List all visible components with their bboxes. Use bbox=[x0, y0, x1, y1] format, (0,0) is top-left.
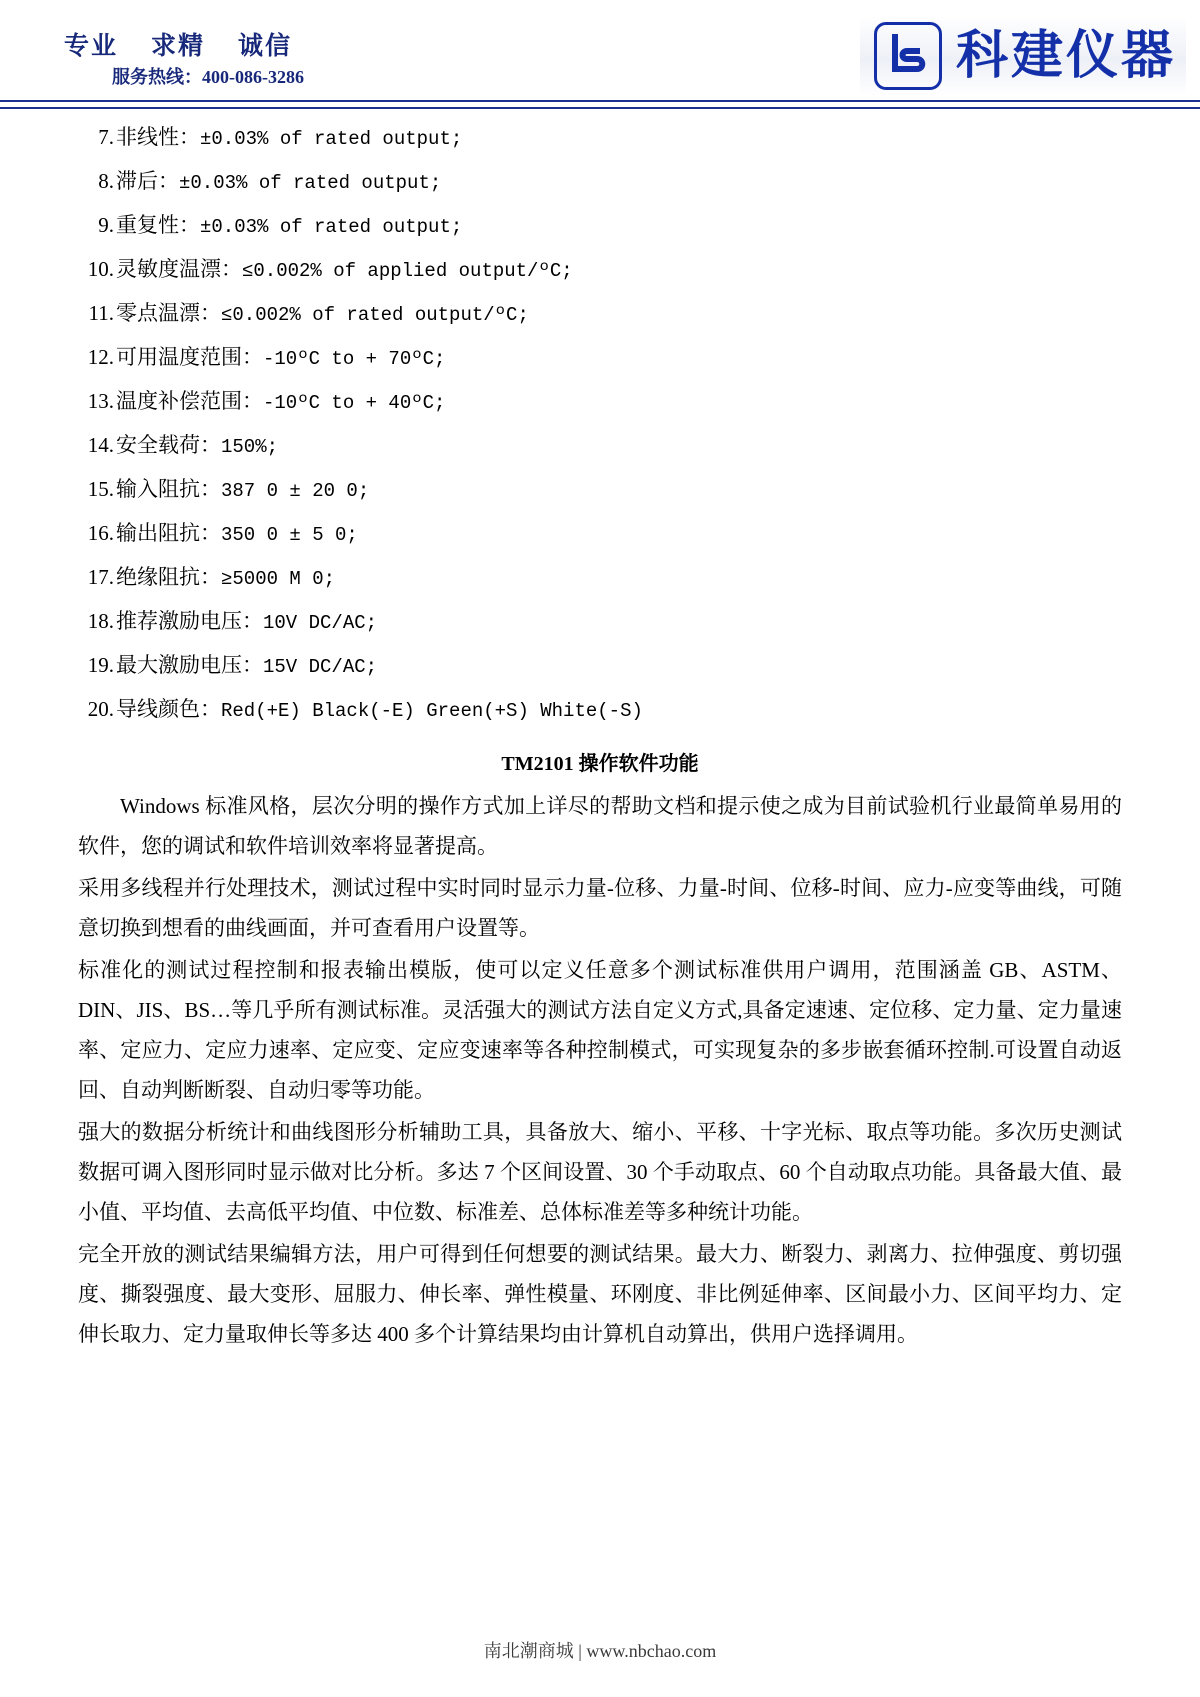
company-logo bbox=[860, 16, 1186, 96]
specification-list bbox=[78, 116, 1122, 732]
spec-label: 安全载荷： bbox=[116, 433, 221, 457]
spec-item bbox=[78, 512, 1122, 556]
spec-value: Red(+E) Black(-E) Green(+S) White(-S) bbox=[221, 700, 643, 722]
slogan-text: 专业 求精 诚信 bbox=[64, 33, 293, 60]
spec-label: 零点温漂： bbox=[116, 301, 221, 325]
page-footer: 南北潮商城 | www.nbchao.com bbox=[483, 1641, 717, 1661]
spec-value: ≤0.002% of applied output/ºC; bbox=[242, 260, 573, 282]
spec-value: 15V DC/AC; bbox=[263, 656, 378, 678]
document-content bbox=[0, 100, 1200, 1354]
spec-label: 输入阻抗： bbox=[116, 477, 221, 501]
spec-number: 10. bbox=[87, 257, 114, 281]
spec-item bbox=[78, 204, 1122, 248]
service-hotline: 服务热线：400-086-3286 bbox=[112, 67, 304, 87]
spec-number: 11. bbox=[88, 301, 114, 325]
spec-value: ±0.03% of rated output; bbox=[200, 216, 463, 238]
spec-value: ≤0.002% of rated output/ºC; bbox=[221, 304, 529, 326]
spec-value: -10ºC to + 40ºC; bbox=[263, 392, 446, 414]
spec-number: 19. bbox=[87, 653, 114, 677]
section-heading: TM2101 操作软件功能 bbox=[501, 753, 699, 775]
spec-number: 7. bbox=[98, 125, 114, 149]
spec-item bbox=[78, 556, 1122, 600]
spec-item bbox=[78, 688, 1122, 732]
spec-item bbox=[78, 336, 1122, 380]
spec-item bbox=[78, 600, 1122, 644]
spec-label: 最大激励电压： bbox=[116, 653, 263, 677]
spec-label: 滞后： bbox=[116, 169, 179, 193]
spec-value: 150%; bbox=[221, 436, 279, 458]
spec-item bbox=[78, 248, 1122, 292]
spec-number: 16. bbox=[87, 521, 114, 545]
spec-item bbox=[78, 292, 1122, 336]
spec-label: 输出阻抗： bbox=[116, 521, 221, 545]
spec-label: 灵敏度温漂： bbox=[116, 257, 242, 281]
spec-number: 18. bbox=[87, 609, 114, 633]
spec-value: ≥5000 M 0; bbox=[221, 568, 336, 590]
spec-number: 13. bbox=[87, 389, 114, 413]
spec-number: 12. bbox=[87, 345, 114, 369]
company-slogan-block bbox=[64, 34, 484, 86]
spec-number: 20. bbox=[87, 697, 114, 721]
spec-value: ±0.03% of rated output; bbox=[200, 128, 463, 150]
spec-item bbox=[78, 468, 1122, 512]
ls-monogram-icon bbox=[874, 22, 942, 90]
body-paragraph: 强大的数据分析统计和曲线图形分析辅助工具，具备放大、缩小、平移、十字光标、取点等功能。多次历史测试数据可调入图形同时显示做对比分析。多达 7 个区间设置、30 个手动取点、60 个自动取点功能。具备最大值、最小值、平均值、去高低平均值、中位数、标准差、总体标准差等多种统计功能。 bbox=[78, 1120, 1122, 1224]
spec-label: 重复性： bbox=[116, 213, 200, 237]
spec-number: 8. bbox=[98, 169, 114, 193]
spec-number: 15. bbox=[87, 477, 114, 501]
spec-item bbox=[78, 644, 1122, 688]
body-paragraph: 标准化的测试过程控制和报表输出模版，使可以定义任意多个测试标准供用户调用，范围涵盖 GB、ASTM、DIN、JIS、BS…等几乎所有测试标准。灵活强大的测试方法自定义方式,具备定速速、定位移、定力量、定力量速率、定应力、定应力速率、定应变、定应变速率等各种控制模式，可实现复杂的多步嵌套循环控制.可设置自动返回、自动判断断裂、自动归零等功能。 bbox=[78, 958, 1122, 1102]
spec-label: 绝缘阻抗： bbox=[116, 565, 221, 589]
spec-value: 350 0 ± 5 0; bbox=[221, 524, 358, 546]
spec-item bbox=[78, 380, 1122, 424]
spec-label: 可用温度范围： bbox=[116, 345, 263, 369]
spec-number: 17. bbox=[87, 565, 114, 589]
spec-value: 387 0 ± 20 0; bbox=[221, 480, 370, 502]
spec-label: 推荐激励电压： bbox=[116, 609, 263, 633]
spec-label: 温度补偿范围： bbox=[116, 389, 263, 413]
spec-number: 9. bbox=[98, 213, 114, 237]
page-header bbox=[0, 0, 1200, 100]
spec-label: 导线颜色： bbox=[116, 697, 221, 721]
spec-number: 14. bbox=[87, 433, 114, 457]
logo-wordmark: 科建仪器 bbox=[955, 27, 1176, 85]
body-paragraph: 完全开放的测试结果编辑方法，用户可得到任何想要的测试结果。最大力、断裂力、剥离力、拉伸强度、剪切强度、撕裂强度、最大变形、屈服力、伸长率、弹性模量、环刚度、非比例延伸率、区间最小力、区间平均力、定伸长取力、定力量取伸长等多达 400 多个计算结果均由计算机自动算出，供用户选择调用。 bbox=[78, 1242, 1122, 1346]
header-divider bbox=[0, 100, 1200, 109]
spec-value: ±0.03% of rated output; bbox=[179, 172, 442, 194]
spec-label: 非线性： bbox=[116, 125, 200, 149]
spec-item bbox=[78, 424, 1122, 468]
spec-item bbox=[78, 160, 1122, 204]
spec-value: 10V DC/AC; bbox=[263, 612, 378, 634]
spec-item bbox=[78, 116, 1122, 160]
body-paragraph: 采用多线程并行处理技术，测试过程中实时同时显示力量-位移、力量-时间、位移-时间、应力-应变等曲线，可随意切换到想看的曲线画面，并可查看用户设置等。 bbox=[78, 876, 1122, 940]
spec-value: -10ºC to + 70ºC; bbox=[263, 348, 446, 370]
body-paragraph: Windows 标准风格，层次分明的操作方式加上详尽的帮助文档和提示使之成为目前试验机行业最简单易用的软件，您的调试和软件培训效率将显著提高。 bbox=[78, 794, 1122, 858]
